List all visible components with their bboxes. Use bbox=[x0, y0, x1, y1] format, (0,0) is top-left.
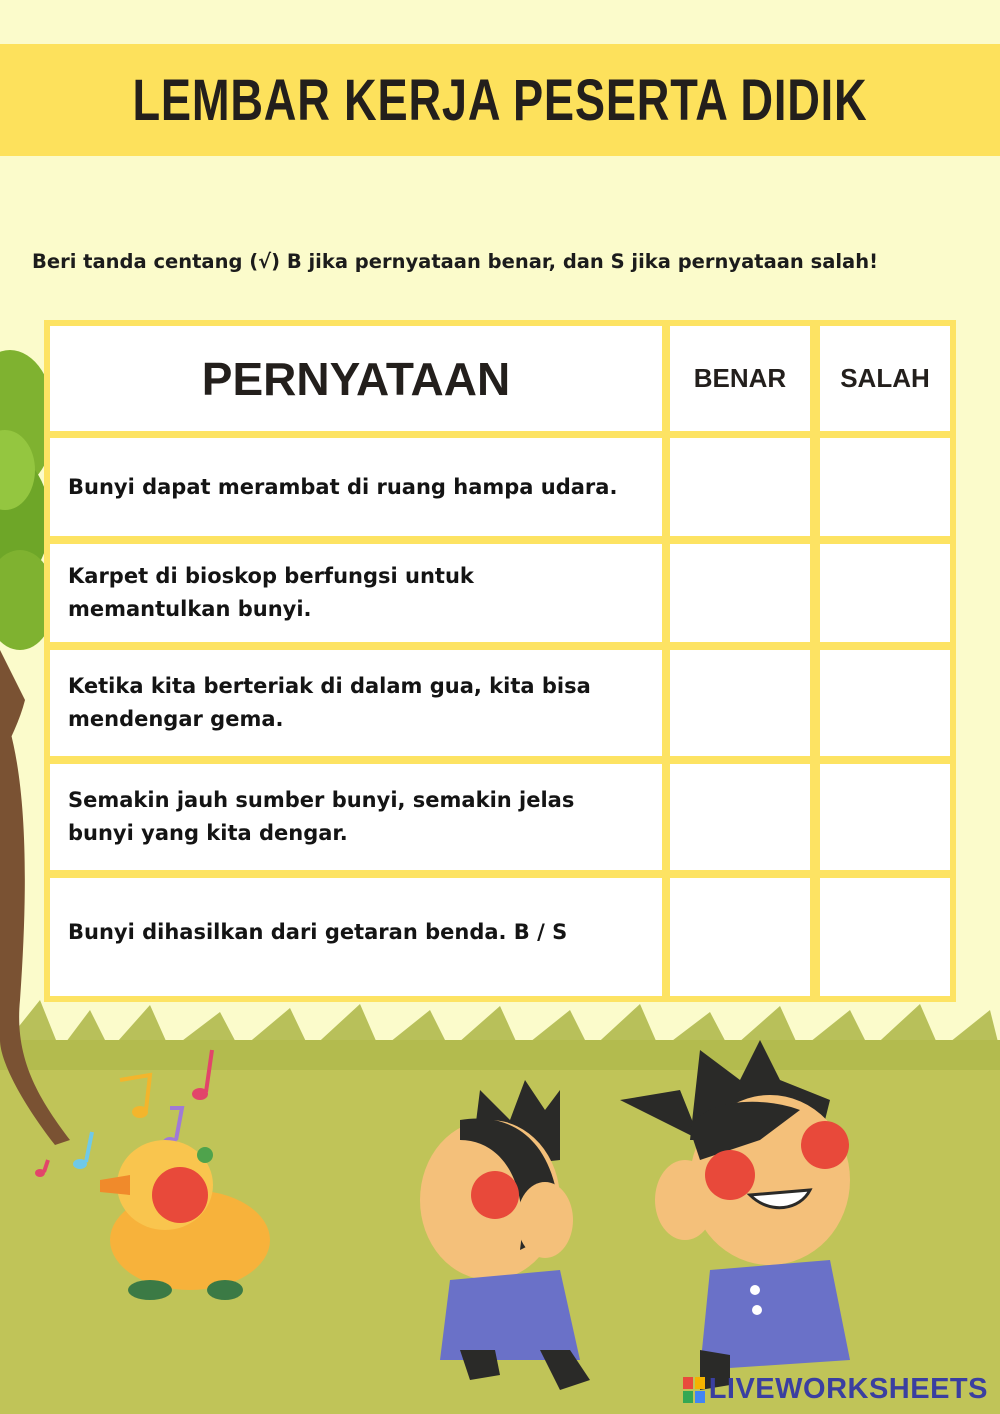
answer-benar-5[interactable] bbox=[670, 878, 810, 996]
statement-text: Bunyi dihasilkan dari getaran benda. B / S bbox=[68, 919, 568, 944]
statement-text: Semakin jauh sumber bunyi, semakin jelas bunyi yang kita dengar. bbox=[68, 788, 575, 845]
answer-salah-2[interactable] bbox=[820, 544, 950, 642]
answer-salah-1[interactable] bbox=[820, 438, 950, 536]
instruction-text: Beri tanda centang (√) B jika pernyataan benar, dan S jika pernyataan salah! bbox=[32, 250, 878, 273]
answer-benar-1[interactable] bbox=[670, 438, 810, 536]
column-header-pernyataan: PERNYATAAN bbox=[201, 352, 511, 405]
answer-salah-3[interactable] bbox=[820, 650, 950, 756]
answer-benar-3[interactable] bbox=[670, 650, 810, 756]
liveworksheets-logo bbox=[683, 1373, 988, 1406]
statement-text: Ketika kita berteriak di dalam gua, kita bisa mendengar gema. bbox=[68, 674, 591, 731]
page-title: LEMBAR KERJA PESERTA DIDIK bbox=[132, 67, 868, 133]
answer-salah-4[interactable] bbox=[820, 764, 950, 870]
worksheet-table bbox=[44, 320, 956, 1002]
answer-benar-2[interactable] bbox=[670, 544, 810, 642]
column-header-salah: SALAH bbox=[840, 363, 930, 393]
watermark-text: LIVEWORKSHEETS bbox=[708, 1373, 988, 1405]
statement-text: Bunyi dapat merambat di ruang hampa udara. bbox=[68, 474, 618, 499]
statement-text: Karpet di bioskop berfungsi untuk memantulkan bunyi. bbox=[68, 564, 474, 621]
liveworksheets-icon bbox=[683, 1377, 705, 1403]
answer-benar-4[interactable] bbox=[670, 764, 810, 870]
answer-salah-5[interactable] bbox=[820, 878, 950, 996]
column-header-benar: BENAR bbox=[693, 363, 787, 393]
